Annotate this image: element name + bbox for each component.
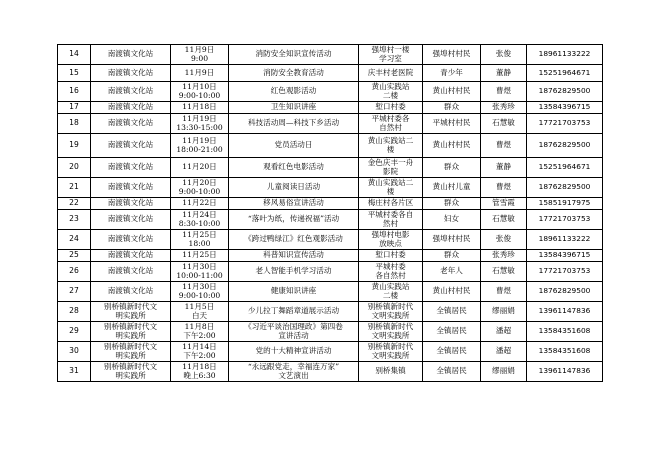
- audience-cell: 全镇居民: [423, 362, 481, 382]
- organizer-cell: 南渡镇文化站: [91, 230, 171, 250]
- row-number-cell: 21: [58, 178, 91, 198]
- activity-place-cell: 强埠村电影 放映点: [359, 230, 423, 250]
- activity-name-cell: 老人智能手机学习活动: [229, 262, 359, 282]
- row-number-cell: 19: [58, 134, 91, 158]
- audience-cell: 群众: [423, 102, 481, 114]
- row-number-cell: 26: [58, 262, 91, 282]
- organizer-cell: 南渡镇文化站: [91, 210, 171, 230]
- contact-person-cell: 缪丽娟: [481, 302, 527, 322]
- activity-time-cell: 11月18日: [171, 102, 229, 114]
- activity-time-cell: 11月10日 9:00-10:00: [171, 82, 229, 102]
- audience-cell: 老年人: [423, 262, 481, 282]
- contact-phone-cell: 15851917975: [527, 198, 603, 210]
- activity-time-cell: 11月14日 下午2:00: [171, 342, 229, 362]
- activity-name-cell: 《习近平谈治国理政》第四卷 宣讲活动: [229, 322, 359, 342]
- table-row: [58, 362, 603, 382]
- contact-phone-cell: 13961147836: [527, 362, 603, 382]
- activity-time-cell: 11月24日 8:30-10:00: [171, 210, 229, 230]
- table-row: [58, 302, 603, 322]
- activity-place-cell: 别桥镇新时代 文明实践所: [359, 342, 423, 362]
- contact-phone-cell: 13584351608: [527, 342, 603, 362]
- row-number-cell: 14: [58, 45, 91, 65]
- table-row: [58, 250, 603, 262]
- activity-name-cell: 卫生知识讲座: [229, 102, 359, 114]
- activity-name-cell: 儿童阅读日活动: [229, 178, 359, 198]
- activity-time-cell: 11月9日: [171, 65, 229, 82]
- activity-time-cell: 11月25日 18:00: [171, 230, 229, 250]
- contact-phone-cell: 18762829500: [527, 178, 603, 198]
- activity-time-cell: 11月22日: [171, 198, 229, 210]
- audience-cell: 全镇居民: [423, 302, 481, 322]
- organizer-cell: 南渡镇文化站: [91, 250, 171, 262]
- table-row: [58, 230, 603, 250]
- row-number-cell: 20: [58, 158, 91, 178]
- organizer-cell: 别桥镇新时代文 明实践所: [91, 342, 171, 362]
- activity-time-cell: 11月25日: [171, 250, 229, 262]
- row-number-cell: 17: [58, 102, 91, 114]
- activity-name-cell: 消防安全教育活动: [229, 65, 359, 82]
- activity-place-cell: 庆丰村老医院: [359, 65, 423, 82]
- contact-phone-cell: 13584396715: [527, 102, 603, 114]
- contact-person-cell: 董静: [481, 65, 527, 82]
- audience-cell: 黄山村村民: [423, 282, 481, 302]
- table-row: [58, 178, 603, 198]
- table-row: [58, 65, 603, 82]
- contact-phone-cell: 17721703753: [527, 114, 603, 134]
- contact-phone-cell: 13584351608: [527, 322, 603, 342]
- activity-name-cell: 健康知识讲座: [229, 282, 359, 302]
- contact-phone-cell: 18762829500: [527, 282, 603, 302]
- row-number-cell: 30: [58, 342, 91, 362]
- organizer-cell: 南渡镇文化站: [91, 262, 171, 282]
- activity-time-cell: 11月20日 9:00-10:00: [171, 178, 229, 198]
- organizer-cell: 南渡镇文化站: [91, 102, 171, 114]
- contact-person-cell: 曹煜: [481, 178, 527, 198]
- table-row: [58, 342, 603, 362]
- row-number-cell: 25: [58, 250, 91, 262]
- contact-person-cell: 曹煜: [481, 134, 527, 158]
- contact-phone-cell: 17721703753: [527, 262, 603, 282]
- activity-place-cell: 堑口村委: [359, 102, 423, 114]
- activity-name-cell: 消防安全知识宣传活动: [229, 45, 359, 65]
- activity-name-cell: 《跨过鸭绿江》红色观影活动: [229, 230, 359, 250]
- table-row: [58, 45, 603, 65]
- audience-cell: 黄山村村民: [423, 134, 481, 158]
- contact-person-cell: 张秀珍: [481, 102, 527, 114]
- audience-cell: 全镇居民: [423, 322, 481, 342]
- row-number-cell: 15: [58, 65, 91, 82]
- audience-cell: 强埠村村民: [423, 45, 481, 65]
- row-number-cell: 16: [58, 82, 91, 102]
- contact-phone-cell: 13961147836: [527, 302, 603, 322]
- activity-name-cell: 党员活动日: [229, 134, 359, 158]
- organizer-cell: 别桥镇新时代文 明实践所: [91, 362, 171, 382]
- organizer-cell: 南渡镇文化站: [91, 198, 171, 210]
- contact-person-cell: 潘超: [481, 322, 527, 342]
- table-row: [58, 114, 603, 134]
- organizer-cell: 南渡镇文化站: [91, 134, 171, 158]
- row-number-cell: 22: [58, 198, 91, 210]
- activity-place-cell: 别桥镇新时代 文明实践所: [359, 322, 423, 342]
- activity-place-cell: 平城村委各自 然村: [359, 210, 423, 230]
- contact-phone-cell: 17721703753: [527, 210, 603, 230]
- activity-schedule-table: [57, 44, 603, 382]
- contact-phone-cell: 18961133222: [527, 45, 603, 65]
- contact-person-cell: 石慧敏: [481, 210, 527, 230]
- activity-place-cell: 金色庆丰一舟 影院: [359, 158, 423, 178]
- activity-time-cell: 11月9日 9:00: [171, 45, 229, 65]
- contact-person-cell: 缪丽娟: [481, 362, 527, 382]
- contact-phone-cell: 18762829500: [527, 82, 603, 102]
- organizer-cell: 南渡镇文化站: [91, 82, 171, 102]
- table-row: [58, 322, 603, 342]
- row-number-cell: 31: [58, 362, 91, 382]
- organizer-cell: 南渡镇文化站: [91, 178, 171, 198]
- activity-place-cell: 黄山实践站二 楼: [359, 134, 423, 158]
- activity-name-cell: 移风易俗宣讲活动: [229, 198, 359, 210]
- activity-place-cell: 堑口村委: [359, 250, 423, 262]
- activity-time-cell: 11月18日 晚上6:30: [171, 362, 229, 382]
- contact-person-cell: 张俊: [481, 45, 527, 65]
- row-number-cell: 29: [58, 322, 91, 342]
- contact-person-cell: 曹煜: [481, 282, 527, 302]
- contact-person-cell: 石慧敏: [481, 114, 527, 134]
- activity-place-cell: 别桥集镇: [359, 362, 423, 382]
- activity-place-cell: 平城村委各 自然村: [359, 114, 423, 134]
- organizer-cell: 南渡镇文化站: [91, 158, 171, 178]
- contact-phone-cell: 15251964671: [527, 158, 603, 178]
- contact-person-cell: 管雪霞: [481, 198, 527, 210]
- activity-name-cell: 科普知识宣传活动: [229, 250, 359, 262]
- audience-cell: 平城村村民: [423, 114, 481, 134]
- audience-cell: 群众: [423, 198, 481, 210]
- audience-cell: 黄山村儿童: [423, 178, 481, 198]
- activity-place-cell: 黄山实践站 二楼: [359, 282, 423, 302]
- activity-place-cell: 梅庄村各片区: [359, 198, 423, 210]
- contact-phone-cell: 13584396715: [527, 250, 603, 262]
- activity-name-cell: “落叶为纸，传递祝福”活动: [229, 210, 359, 230]
- contact-person-cell: 张俊: [481, 230, 527, 250]
- organizer-cell: 南渡镇文化站: [91, 282, 171, 302]
- activity-name-cell: 科技活动周—科技下乡活动: [229, 114, 359, 134]
- activity-time-cell: 11月19日 13:30-15:00: [171, 114, 229, 134]
- contact-phone-cell: 18762829500: [527, 134, 603, 158]
- contact-person-cell: 董静: [481, 158, 527, 178]
- row-number-cell: 24: [58, 230, 91, 250]
- organizer-cell: 南渡镇文化站: [91, 114, 171, 134]
- contact-phone-cell: 18961133222: [527, 230, 603, 250]
- contact-phone-cell: 15251964671: [527, 65, 603, 82]
- organizer-cell: 南渡镇文化站: [91, 65, 171, 82]
- row-number-cell: 28: [58, 302, 91, 322]
- activity-place-cell: 平城村委 各自然村: [359, 262, 423, 282]
- audience-cell: 黄山村村民: [423, 82, 481, 102]
- activity-time-cell: 11月5日 白天: [171, 302, 229, 322]
- table-row: [58, 158, 603, 178]
- row-number-cell: 18: [58, 114, 91, 134]
- organizer-cell: 别桥镇新时代文 明实践所: [91, 322, 171, 342]
- activity-place-cell: 黄山实践站二 楼: [359, 178, 423, 198]
- activity-time-cell: 11月8日 下午2:00: [171, 322, 229, 342]
- table-row: [58, 262, 603, 282]
- activity-time-cell: 11月30日 10:00-11:00: [171, 262, 229, 282]
- audience-cell: 强埠村村民: [423, 230, 481, 250]
- activity-name-cell: 红色观影活动: [229, 82, 359, 102]
- activity-time-cell: 11月30日 9:00-10:00: [171, 282, 229, 302]
- audience-cell: 全镇居民: [423, 342, 481, 362]
- table-row: [58, 282, 603, 302]
- contact-person-cell: 石慧敏: [481, 262, 527, 282]
- activity-name-cell: “永远跟党走，幸福连万家” 文艺演出: [229, 362, 359, 382]
- activity-name-cell: 少儿拉丁舞蹈章道展示活动: [229, 302, 359, 322]
- row-number-cell: 23: [58, 210, 91, 230]
- table-body: [58, 45, 603, 382]
- audience-cell: 群众: [423, 250, 481, 262]
- contact-person-cell: 曹煜: [481, 82, 527, 102]
- activity-place-cell: 别桥镇新时代 文明实践所: [359, 302, 423, 322]
- activity-name-cell: 党的十大精神宣讲活动: [229, 342, 359, 362]
- table-row: [58, 102, 603, 114]
- activity-time-cell: 11月20日: [171, 158, 229, 178]
- activity-name-cell: 观看红色电影活动: [229, 158, 359, 178]
- table-row: [58, 198, 603, 210]
- table-row: [58, 82, 603, 102]
- activity-place-cell: 黄山实践站 二楼: [359, 82, 423, 102]
- table-row: [58, 210, 603, 230]
- audience-cell: 青少年: [423, 65, 481, 82]
- contact-person-cell: 潘超: [481, 342, 527, 362]
- activity-time-cell: 11月19日 18:00-21:00: [171, 134, 229, 158]
- contact-person-cell: 张秀珍: [481, 250, 527, 262]
- activity-place-cell: 强埠村一楼 学习室: [359, 45, 423, 65]
- organizer-cell: 别桥镇新时代文 明实践所: [91, 302, 171, 322]
- audience-cell: 群众: [423, 158, 481, 178]
- audience-cell: 妇女: [423, 210, 481, 230]
- organizer-cell: 南渡镇文化站: [91, 45, 171, 65]
- table-row: [58, 134, 603, 158]
- row-number-cell: 27: [58, 282, 91, 302]
